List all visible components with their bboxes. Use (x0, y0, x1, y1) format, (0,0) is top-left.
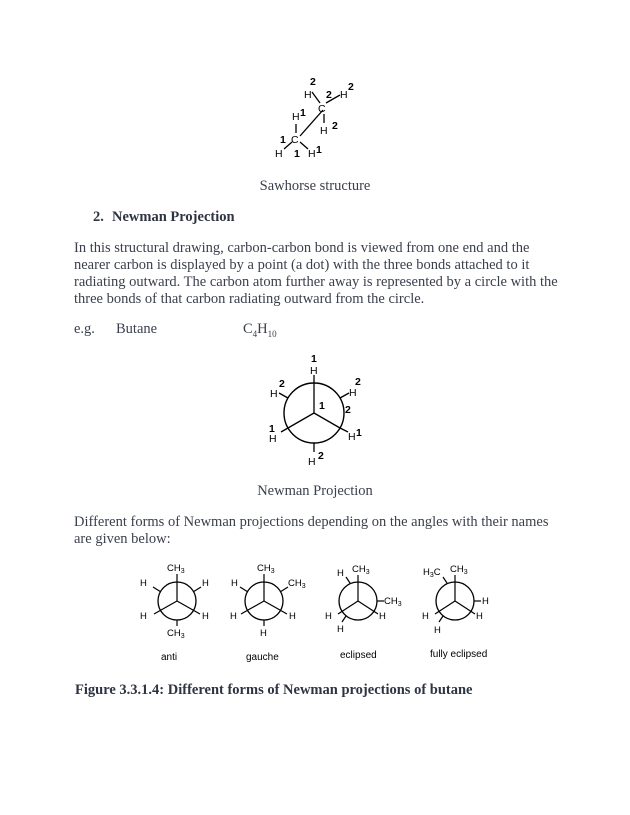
n-lower-left: 1 (269, 423, 275, 435)
section-number: 2. (93, 209, 104, 225)
figure-caption: Figure 3.3.1.4: Different forms of Newman projections of butane (75, 682, 473, 698)
gauche-h-lr: H (289, 611, 296, 622)
fe-h-bottom: H (434, 625, 441, 636)
gauche-ch3-top: $CH_3$ (257, 563, 275, 575)
label-h-top: H (304, 89, 312, 101)
rear-bond-upper-left (279, 393, 288, 398)
form-label-gauche: gauche (246, 652, 279, 663)
sawhorse-diagram (260, 70, 380, 165)
gauche-h-bottom: H (260, 628, 267, 639)
gauche-h-ul: H (231, 578, 238, 589)
n-center: 1 (319, 400, 325, 412)
fe-h3c: $H_3C$ (423, 567, 441, 579)
anti-h-ul: H (140, 578, 147, 589)
eclipsed-ch3-top: $CH_3$ (352, 564, 370, 576)
sawhorse-caption: Sawhorse structure (259, 178, 371, 194)
bond-lr-ext (340, 428, 348, 432)
gauche-h-ll: H (230, 611, 237, 622)
fe-ch3-top: $CH_3$ (450, 564, 468, 576)
form-label-eclipsed: eclipsed (340, 650, 377, 661)
label-c1: C (291, 134, 299, 146)
label-h-below-n: 2 (332, 120, 338, 132)
gauche-ch3-ur: $CH_3$ (288, 578, 306, 590)
form-label-anti: anti (161, 652, 178, 663)
anti-rear-ul (153, 587, 161, 592)
formula-h-sub: 10 (267, 328, 277, 339)
h-lower-right: H (348, 431, 356, 443)
label-h-below: H (320, 125, 328, 137)
anti-h-lr: H (202, 611, 209, 622)
fe-h-lr: H (476, 611, 483, 622)
anti-h-ll: H (140, 611, 147, 622)
label-n-top: 2 (310, 76, 316, 88)
formula-c: C (243, 321, 253, 337)
eclipsed-rear-bottom (342, 616, 346, 622)
anti-ch3-bottom: $CH_3$ (167, 628, 185, 640)
intro-line: are given below: (74, 531, 171, 547)
formula-h: H (257, 321, 268, 337)
fe-front-ll (435, 601, 455, 614)
newman-gauche (222, 556, 314, 644)
n-bottom: 2 (318, 450, 324, 462)
label-c1-n: 1 (280, 134, 286, 146)
newman-caption: Newman Projection (257, 483, 373, 499)
label-h-right-n: 2 (348, 81, 354, 93)
paragraph-line: radiating outward. The carbon atom further away is represented by a circle with the (74, 274, 558, 290)
n-lower-right: 1 (356, 427, 362, 439)
fe-h-ll: H (422, 611, 429, 622)
eclipsed-front-lr (358, 601, 378, 614)
eclipsed-front-ll (338, 601, 358, 614)
section-paragraph (74, 240, 574, 308)
gauche-rear-ul (240, 587, 248, 592)
anti-ch3-top: $CH_3$ (167, 563, 185, 575)
front-bond-lower-right (314, 413, 340, 428)
bond-c2-h-top (312, 92, 320, 103)
h-top: H (310, 365, 318, 377)
bond-ll-ext (281, 428, 288, 432)
label-h-right: H (340, 89, 348, 101)
n-upper-left: 2 (279, 378, 285, 390)
section-title: Newman Projection (112, 209, 235, 225)
label-c2: C (318, 103, 326, 115)
newman-anti (132, 556, 222, 644)
label-h-br-n: 1 (316, 144, 322, 156)
formula-c-sub: 4 (252, 328, 258, 339)
newman-eclipsed (320, 556, 415, 644)
anti-rear-ur (193, 587, 201, 592)
h-lower-left: H (269, 433, 277, 445)
anti-h-ur: H (202, 578, 209, 589)
eclipsed-h-top: H (337, 568, 344, 579)
rear-bond-upper-right (340, 393, 349, 398)
n-right-in: 2 (345, 404, 351, 416)
gauche-rear-ur (280, 587, 288, 592)
newman-diagram (255, 350, 375, 472)
eclipsed-h-ll: H (325, 611, 332, 622)
paragraph-line: three bonds of that carbon radiating outward from the circle. (74, 291, 425, 307)
fe-front-lr (455, 601, 475, 614)
label-h-br: H (308, 148, 316, 160)
h-bottom: H (308, 456, 316, 468)
example-formula (243, 321, 277, 343)
newman-fully-eclipsed (415, 556, 510, 644)
front-bond-lower-left (288, 413, 314, 428)
label-h-left: H (275, 148, 283, 160)
intro-line: Different forms of Newman projections depending on the angles with their names (74, 514, 549, 530)
example-name: Butane (116, 321, 158, 337)
n-top: 1 (311, 353, 317, 365)
fe-rear-bottom (439, 616, 443, 622)
eclipsed-ch3-right: $CH_3$ (384, 596, 402, 608)
eclipsed-h-bottom: H (337, 624, 344, 635)
bond-c1-h-right (300, 142, 308, 149)
label-c2-n: 2 (326, 89, 332, 101)
forms-intro (74, 514, 574, 548)
h-upper-left: H (270, 388, 278, 400)
paragraph-line: nearer carbon is displayed by a point (a dot) with the three bonds attached to it (74, 257, 530, 273)
label-h-bottom-n: 1 (294, 148, 300, 160)
h-upper-right: H (349, 387, 357, 399)
eclipsed-h-lr: H (379, 611, 386, 622)
paragraph-line: In this structural drawing, carbon-carbon bond is viewed from one end and the (74, 240, 530, 256)
form-label-fully-eclipsed: fully eclipsed (430, 649, 488, 660)
n-upper-right: 2 (355, 376, 361, 388)
label-h-mid-n: 1 (300, 107, 306, 119)
fe-rear-top (443, 577, 447, 583)
eclipsed-rear-top (346, 577, 350, 583)
label-h-mid: H (292, 111, 300, 123)
example-eg: e.g. (74, 321, 95, 337)
fe-h-right: H (482, 596, 489, 607)
